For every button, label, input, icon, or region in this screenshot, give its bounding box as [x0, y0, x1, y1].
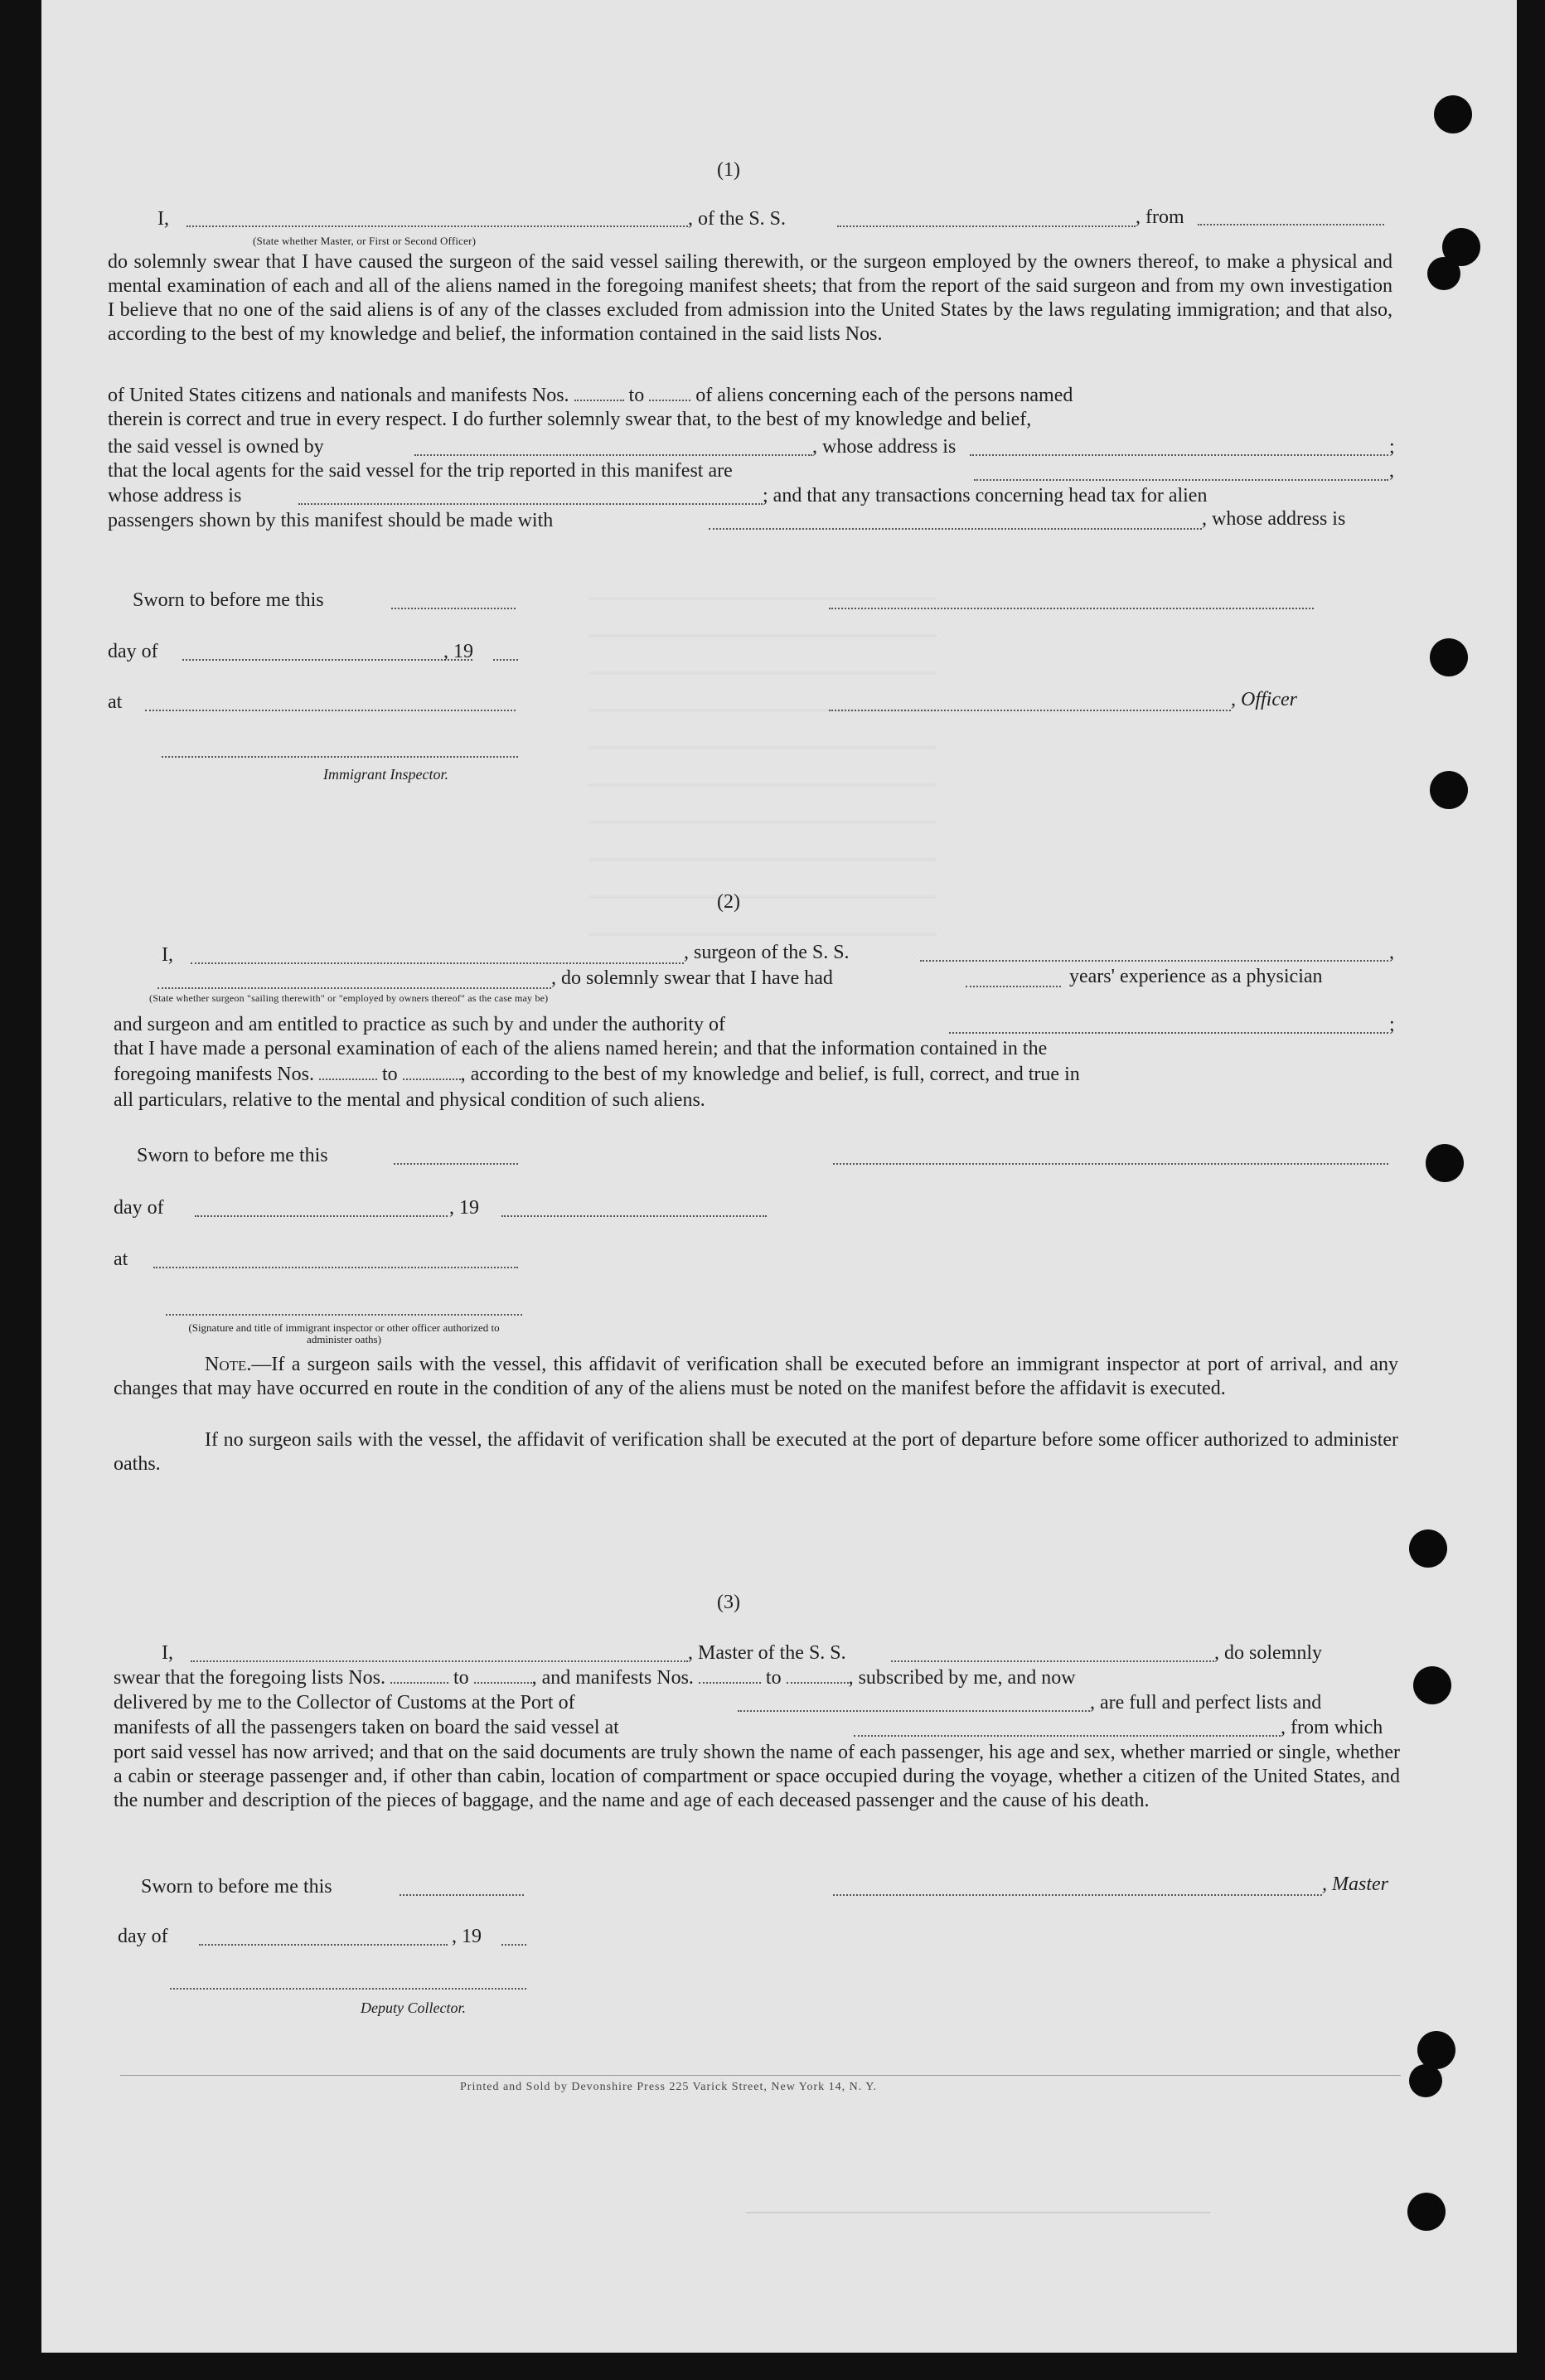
from-which: , from which [1281, 1717, 1383, 1738]
according-text: , according to the best of my knowledge and belief, is full, correct, and true in [460, 1064, 1080, 1085]
semicolon: ; [1389, 436, 1395, 458]
at-2: at [114, 1248, 128, 1270]
concerning-text: of aliens concerning each of the persons named [695, 385, 1073, 406]
collector-blank [170, 1988, 526, 1990]
nineteen-2: , 19 [449, 1197, 479, 1219]
signature-title-blank [166, 1314, 522, 1316]
punch-hole [1427, 257, 1460, 290]
address-blank-1 [970, 454, 1388, 456]
at-1: at [108, 691, 123, 713]
surgeon-caption: (State whether surgeon "sailing therewith" or "employed by owners thereof" as the case may be) [149, 992, 549, 1004]
from-blank [1198, 224, 1384, 225]
deputy-collector-label: Deputy Collector. [361, 1999, 466, 2016]
to-label: to [381, 1064, 398, 1085]
bleed-through [588, 572, 937, 937]
master-vessel-blank [891, 1660, 1214, 1662]
swear-lists-text: swear that the foregoing lists Nos. [114, 1667, 385, 1689]
subscribed-text: , subscribed by me, and now [848, 1667, 1076, 1689]
years-experience: years' experience as a physician [1069, 966, 1323, 987]
punch-hole [1434, 95, 1472, 133]
whose-address-3: , whose address is [1202, 508, 1346, 530]
surgeon-name-blank [191, 962, 684, 964]
signature-blank-2 [833, 1163, 1388, 1165]
day-blank-2 [195, 1215, 448, 1217]
sworn-blank-2 [394, 1163, 518, 1165]
do-solemnly: , do solemnly [1214, 1642, 1322, 1664]
comma: , [1389, 460, 1394, 482]
sworn-blank-3 [400, 1894, 524, 1896]
do-swear: , do solemnly swear that I have had [551, 967, 833, 989]
section-1-number: (1) [717, 159, 740, 181]
particulars-line: all particulars, relative to the mental and physical condition of such aliens. [114, 1089, 705, 1111]
semicolon: ; [1389, 1014, 1395, 1035]
made-with-blank [709, 528, 1202, 530]
day-blank-3 [199, 1944, 448, 1946]
port-of-origin-blank [854, 1735, 1281, 1737]
to-label: to [765, 1667, 782, 1689]
nineteen-3: , 19 [452, 1926, 482, 1947]
comma: , [1389, 942, 1394, 963]
master-name-blank [191, 1660, 688, 1662]
sworn-2: Sworn to before me this [137, 1145, 328, 1166]
sworn-1: Sworn to before me this [133, 589, 324, 611]
are-full: , are full and perfect lists and [1090, 1692, 1322, 1714]
surgeon-of: , surgeon of the S. S. [684, 942, 850, 963]
to-label: to [628, 385, 645, 406]
punch-hole [1426, 1144, 1464, 1182]
inspector-blank [162, 756, 518, 758]
and-manifests: , and manifests Nos. [531, 1667, 694, 1689]
at-blank-1 [145, 710, 516, 711]
years-blank [966, 986, 1061, 987]
local-agents: that the local agents for the said vessel for the trip reported in this manifest are [108, 460, 733, 482]
owned-by: the said vessel is owned by [108, 436, 324, 458]
master-signature-blank [833, 1894, 1322, 1896]
punch-hole [1417, 2031, 1455, 2069]
citizens-text: of United States citizens and nationals and manifests Nos. [108, 385, 569, 406]
surgeon-vessel-blank [920, 960, 1388, 962]
signature-blank-1 [829, 608, 1314, 609]
foregoing-line [114, 1063, 1080, 1086]
address-blank-2 [298, 503, 763, 505]
delivered-line: delivered by me to the Collector of Customs at the Port of [114, 1692, 575, 1714]
authority-blank [949, 1032, 1388, 1034]
officer-caption: (State whether Master, or First or Second Officer) [253, 235, 477, 247]
inspector-label: Immigrant Inspector. [323, 766, 448, 783]
master-label: , Master [1322, 1873, 1388, 1895]
sworn-3: Sworn to before me this [141, 1876, 332, 1898]
note-paragraph [114, 1353, 1398, 1401]
foregoing-text: foregoing manifests Nos. [114, 1064, 314, 1085]
note-label: Note. [205, 1354, 252, 1375]
note-text: —If a surgeon sails with the vessel, this affidavit of verification shall be executed before an immigrant inspector at port of arrival, and any changes that may have occurred en route in the condition of any of the aliens must be noted on the manifest before the affidavit is executed. [114, 1354, 1398, 1399]
section-3-number: (3) [717, 1592, 740, 1613]
examination-line: that I have made a personal examination of each of the aliens named herein; and that the information contained in the [114, 1038, 1048, 1059]
punch-hole [1409, 2064, 1442, 2097]
footer-rule [120, 2075, 1401, 2076]
day-blank-1 [182, 659, 472, 661]
officer-blank [829, 710, 1231, 711]
surgeon-type-blank [157, 987, 551, 989]
whose-address-1: , whose address is [812, 436, 957, 458]
oath-i: I, [157, 208, 169, 230]
passengers-line: passengers shown by this manifest should be made with [108, 510, 554, 531]
swear-lists-line [114, 1666, 1076, 1689]
of-ss: , of the S. S. [688, 208, 787, 230]
whose-address-2: whose address is [108, 485, 242, 507]
agents-blank [974, 479, 1388, 481]
day-of-1: day of [108, 641, 158, 662]
section-1-body: do solemnly swear that I have caused the surgeon of the said vessel sailing therewith, or the surgeon employed by the owners thereof, to make a physical and mental examination of each and all of the aliens named in the foregoing manifest sheets; that from the report of the said surgeon and from my own investigation I believe that no one of the said aliens is of any of the classes excluded from admission into the United States by the laws regulating immigration; and that also, according to the best of my knowledge and belief, the information contained in the said lists Nos. [108, 251, 1392, 345]
section-3-body: port said vessel has now arrived; and that on the said documents are truly shown the name of each passenger, his age and sex, whether married or single, whether a cabin or steerage passenger and, if other than cabin, location of compartment or space occupied during the voyage, whether a citizen of the United States, and the number and description of the pieces of baggage, and the name and age of each deceased passenger and the cause of his death. [114, 1742, 1400, 1811]
from-label: , from [1136, 206, 1184, 228]
master-of: , Master of the S. S. [688, 1642, 846, 1664]
bleed-through-footer [746, 2212, 1210, 2213]
signature-title-caption: (Signature and title of immigrant inspector or other officer authorized to administer oaths) [188, 1321, 500, 1345]
to-label: to [453, 1667, 469, 1689]
oath-i-3: I, [162, 1642, 173, 1664]
punch-hole [1409, 1529, 1447, 1568]
citizens-line [108, 384, 1073, 407]
punch-hole [1413, 1666, 1451, 1704]
punch-hole [1430, 638, 1468, 676]
punch-hole [1430, 771, 1468, 809]
printer-imprint: Printed and Sold by Devonshire Press 225 Varick Street, New York 14, N. Y. [460, 2081, 878, 2093]
vessel-blank [837, 225, 1136, 227]
owner-blank [414, 454, 812, 456]
authority-line: and surgeon and am entitled to practice as such by and under the authority of [114, 1014, 725, 1035]
note-paragraph-2: If no surgeon sails with the vessel, the affidavit of verification shall be executed at the port of departure before some officer authorized to administer oaths. [114, 1429, 1398, 1475]
year-blank-1 [493, 659, 518, 661]
port-blank [738, 1710, 1090, 1712]
day-of-2: day of [114, 1197, 164, 1219]
head-tax: ; and that any transactions concerning head tax for alien [763, 485, 1208, 507]
year-blank-3 [501, 1944, 526, 1946]
nineteen-1: , 19 [443, 641, 473, 662]
year-blank-2 [501, 1215, 767, 1217]
oath-i-2: I, [162, 944, 173, 966]
punch-hole [1407, 2193, 1446, 2231]
day-of-3: day of [118, 1926, 168, 1947]
section-2-number: (2) [717, 891, 740, 913]
therein-line: therein is correct and true in every respect. I do further solemnly swear that, to the best of my knowledge and belief, [108, 409, 1032, 430]
document-page [41, 0, 1517, 2353]
manifests-all-line: manifests of all the passengers taken on board the said vessel at [114, 1717, 619, 1738]
officer-label: , Officer [1231, 689, 1297, 710]
name-blank [186, 225, 688, 227]
sworn-blank-1 [391, 608, 516, 609]
at-blank-2 [153, 1267, 518, 1268]
